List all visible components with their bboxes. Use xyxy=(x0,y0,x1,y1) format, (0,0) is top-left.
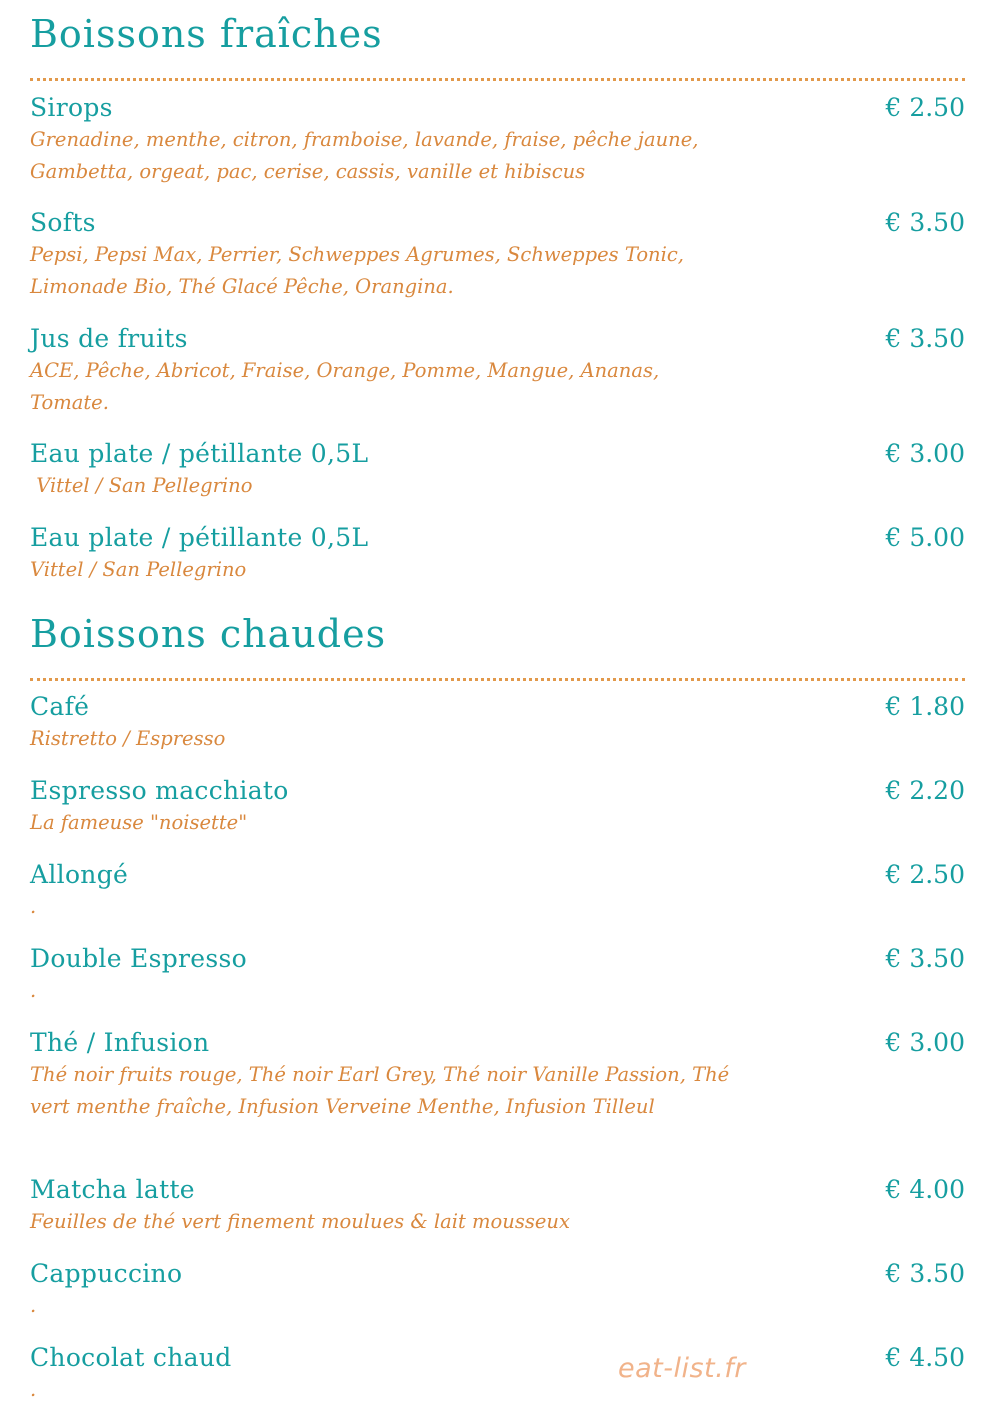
item-price: € 3.50 xyxy=(885,944,965,973)
item-description: Vittel / San Pellegrino xyxy=(30,558,247,581)
item-name: Espresso macchiato xyxy=(30,776,289,805)
menu-item-sirops xyxy=(30,92,965,187)
item-price: € 4.00 xyxy=(885,1175,965,1204)
item-name: Eau plate / pétillante 0,5L xyxy=(30,523,369,552)
item-name: Matcha latte xyxy=(30,1175,195,1204)
watermark: eat-list.fr xyxy=(618,1353,746,1384)
menu-item-eau-05l xyxy=(30,438,965,502)
item-price: € 4.50 xyxy=(885,1343,965,1372)
item-price: € 3.00 xyxy=(885,439,965,468)
menu-item-double-espresso xyxy=(30,943,965,1007)
section-divider xyxy=(30,78,965,81)
section-title-cold-drinks: Boissons fraîches xyxy=(30,12,383,56)
item-name: Softs xyxy=(30,208,96,237)
item-price: € 3.00 xyxy=(885,1028,965,1057)
item-description: Pepsi, Pepsi Max, Perrier, Schweppes Agrumes, Schweppes Tonic, Limonade Bio, Thé Glacé Pêche, Orangina. xyxy=(30,243,684,298)
menu-item-allonge xyxy=(30,859,965,923)
menu-item-jus-de-fruits xyxy=(30,323,965,418)
item-price: € 1.80 xyxy=(885,692,965,721)
menu-item-the-infusion xyxy=(30,1027,965,1122)
item-description: La fameuse "noisette" xyxy=(30,811,248,834)
item-description: . xyxy=(30,895,37,918)
item-price: € 2.50 xyxy=(885,93,965,122)
section-title-hot-drinks: Boissons chaudes xyxy=(30,612,387,656)
item-name: Eau plate / pétillante 0,5L xyxy=(30,439,369,468)
item-description: Grenadine, menthe, citron, framboise, lavande, fraise, pêche jaune, Gambetta, orgeat, pac, cerise, cassis, vanille et hibiscus xyxy=(30,128,699,183)
menu-item-cafe xyxy=(30,691,965,755)
menu-item-eau-05l-alt xyxy=(30,522,965,586)
item-price: € 3.50 xyxy=(885,324,965,353)
menu-item-chocolat-chaud xyxy=(30,1342,965,1406)
item-description: . xyxy=(30,1294,37,1317)
menu-item-matcha-latte xyxy=(30,1174,965,1238)
item-name: Café xyxy=(30,692,90,721)
item-description: ACE, Pêche, Abricot, Fraise, Orange, Pomme, Mangue, Ananas, Tomate. xyxy=(30,359,660,414)
item-price: € 3.50 xyxy=(885,208,965,237)
menu-item-softs xyxy=(30,207,965,302)
item-description: Vittel / San Pellegrino xyxy=(30,474,253,497)
item-name: Double Espresso xyxy=(30,944,247,973)
item-description: Feuilles de thé vert finement moulues & lait mousseux xyxy=(30,1210,570,1233)
section-divider xyxy=(30,678,965,681)
item-price: € 3.50 xyxy=(885,1259,965,1288)
item-price: € 2.20 xyxy=(885,776,965,805)
menu-item-cappuccino xyxy=(30,1258,965,1322)
item-name: Jus de fruits xyxy=(30,324,188,353)
item-price: € 5.00 xyxy=(885,523,965,552)
item-description: . xyxy=(30,1378,37,1401)
menu-item-espresso-macchiato xyxy=(30,775,965,839)
item-name: Thé / Infusion xyxy=(30,1028,210,1057)
item-name: Cappuccino xyxy=(30,1259,183,1288)
item-description: Thé noir fruits rouge, Thé noir Earl Grey, Thé noir Vanille Passion, Thé vert menthe fraîche, Infusion Verveine Menthe, Infusion Tilleul xyxy=(30,1063,730,1118)
item-name: Sirops xyxy=(30,93,113,122)
item-description: . xyxy=(30,979,37,1002)
item-name: Allongé xyxy=(30,860,129,889)
item-price: € 2.50 xyxy=(885,860,965,889)
item-name: Chocolat chaud xyxy=(30,1343,232,1372)
item-description: Ristretto / Espresso xyxy=(30,727,226,750)
